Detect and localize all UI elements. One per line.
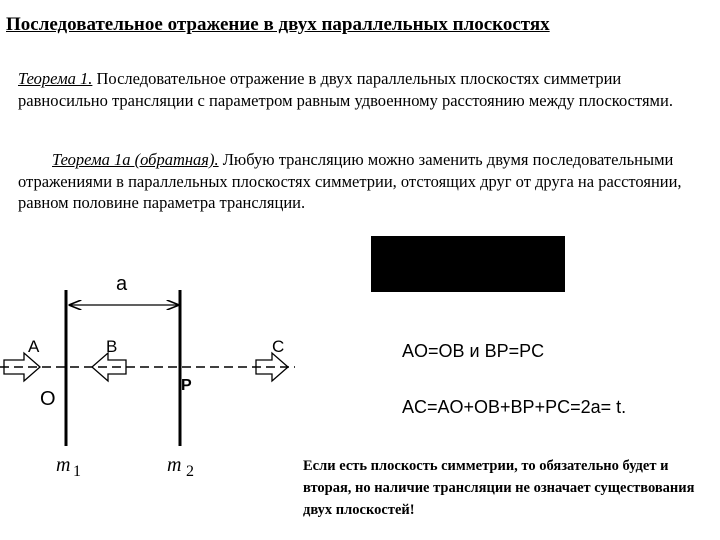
theorem-1a-text: Любую трансляцию можно заменить двумя последовательными отражениями в параллельных плоскостях симметрии, отстоящих друг от друга на расстоянии, равном половине параметра трансляции. (18, 150, 682, 212)
svg-text:m: m (56, 454, 71, 476)
plane-m1-label (56, 454, 81, 480)
point-a-label: A (28, 337, 40, 356)
equation-2: AC=AO+OB+BP+PC=2a= t. (402, 397, 627, 417)
distance-dimension (70, 273, 178, 305)
theorem-1a-label: Теорема 1а (обратная). (52, 150, 219, 169)
equation-1: AO=OB и BP=PC (402, 341, 545, 361)
note-text: Если есть плоскость симметрии, то обязательно будет и вторая, но наличие трансляции не означает существования двух плоскостей! (303, 458, 695, 518)
theorem-1-label: Теорема 1. (18, 69, 93, 88)
svg-text:1: 1 (73, 463, 81, 480)
distance-label: a (116, 273, 128, 295)
point-b-label: B (106, 337, 118, 356)
page-title: Последовательное отражение в двух параллельных плоскостях (6, 14, 550, 35)
point-p-label: P (181, 377, 192, 394)
plane-m2-label (167, 454, 194, 480)
point-c-label: C (272, 337, 285, 356)
theorem-1-text: Последовательное отражение в двух параллельных плоскостях симметрии равносильно трансляции с параметром равным удвоенному расстоянию между плоскостями. (18, 69, 673, 110)
svg-text:2: 2 (186, 463, 194, 480)
point-o-label: O (40, 388, 56, 410)
svg-text:m: m (167, 454, 182, 476)
